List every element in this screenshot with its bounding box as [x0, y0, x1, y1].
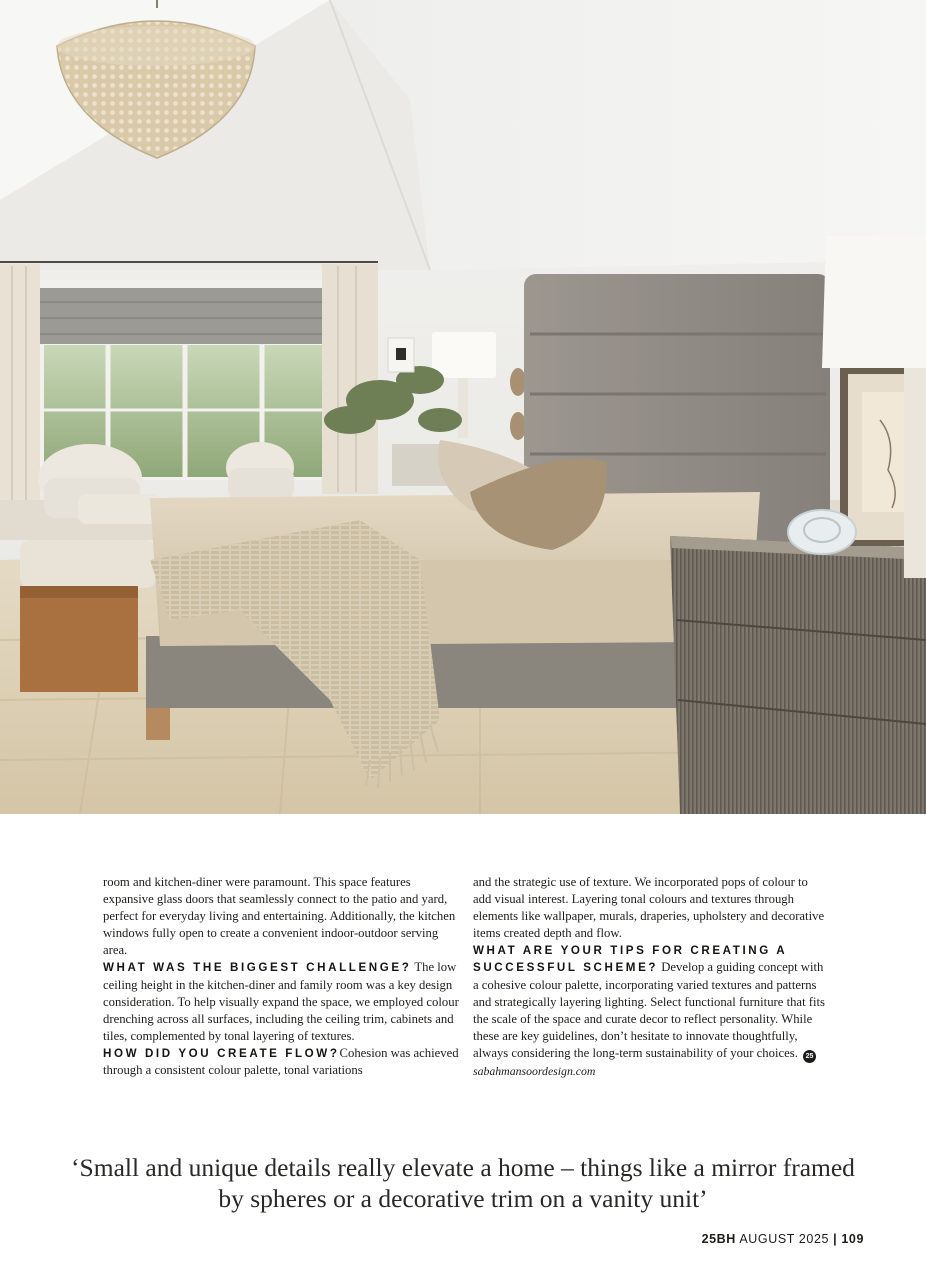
- paragraph-kitchen-diner: [103, 874, 459, 959]
- article-body: [103, 874, 827, 1110]
- answer-text: The low ceiling height in the kitchen-diner and family room was a key design consideration. To help visually expand the space, we employed colour drenching across all surfaces, including the ceiling trim, cabinets and tiles, complemented by tonal layering of textures.: [103, 960, 459, 1043]
- left-column: [103, 874, 459, 1079]
- end-mark-icon: 25: [803, 1050, 816, 1063]
- folio-separator: |: [833, 1232, 838, 1246]
- question-heading: WHAT ARE YOUR TIPS FOR CREATING A SUCCESSFUL SCHEME?: [473, 944, 787, 975]
- website-link[interactable]: sabahmansoordesign.com: [473, 1063, 596, 1078]
- qa-create-flow: [103, 1045, 459, 1079]
- answer-text: Develop a guiding concept with a cohesive colour palette, incorporating varied textures and patterns and strategically layering lighting. Select functional furniture that fits the scale of the space and curate decor to reflect personality. While these are key guidelines, don’t hesitate to innovate thoughtfully, always considering the long-term sustainability of your choices.: [473, 960, 825, 1060]
- issue-date: AUGUST 2025: [739, 1232, 830, 1246]
- pull-quote: ‘Small and unique details really elevate a home – things like a mirror framed by spheres or a decorative trim on a vanity unit’: [71, 1153, 855, 1213]
- paragraph-text: and the strategic use of texture. We incorporated pops of colour to add visual interest. Layering tonal colours and textures through elements like wallpaper, murals, draperies, upholstery and decorative items created depth and flow.: [473, 875, 825, 941]
- paragraph-texture: [473, 874, 829, 942]
- paragraph-text: room and kitchen-diner were paramount. This space features expansive glass doors that seamlessly connect to the patio and yard, perfect for everyday living and entertaining. Additionally, the kitchen windows fully open to create a convenient indoor-outdoor serving area.: [103, 875, 456, 958]
- page-folio: [702, 1232, 864, 1246]
- page-number: 109: [841, 1232, 864, 1246]
- right-column: [473, 874, 829, 1080]
- website-credit: [473, 1063, 829, 1080]
- question-heading: HOW DID YOU CREATE FLOW?: [103, 1046, 340, 1060]
- question-heading: WHAT WAS THE BIGGEST CHALLENGE?: [103, 961, 412, 975]
- magazine-brand: 25BH: [701, 1232, 736, 1246]
- qa-tips-successful-scheme: [473, 942, 829, 1063]
- qa-biggest-challenge: [103, 959, 459, 1044]
- answer-text: Cohesion was achieved through a consistent colour palette, tonal variations: [103, 1045, 459, 1078]
